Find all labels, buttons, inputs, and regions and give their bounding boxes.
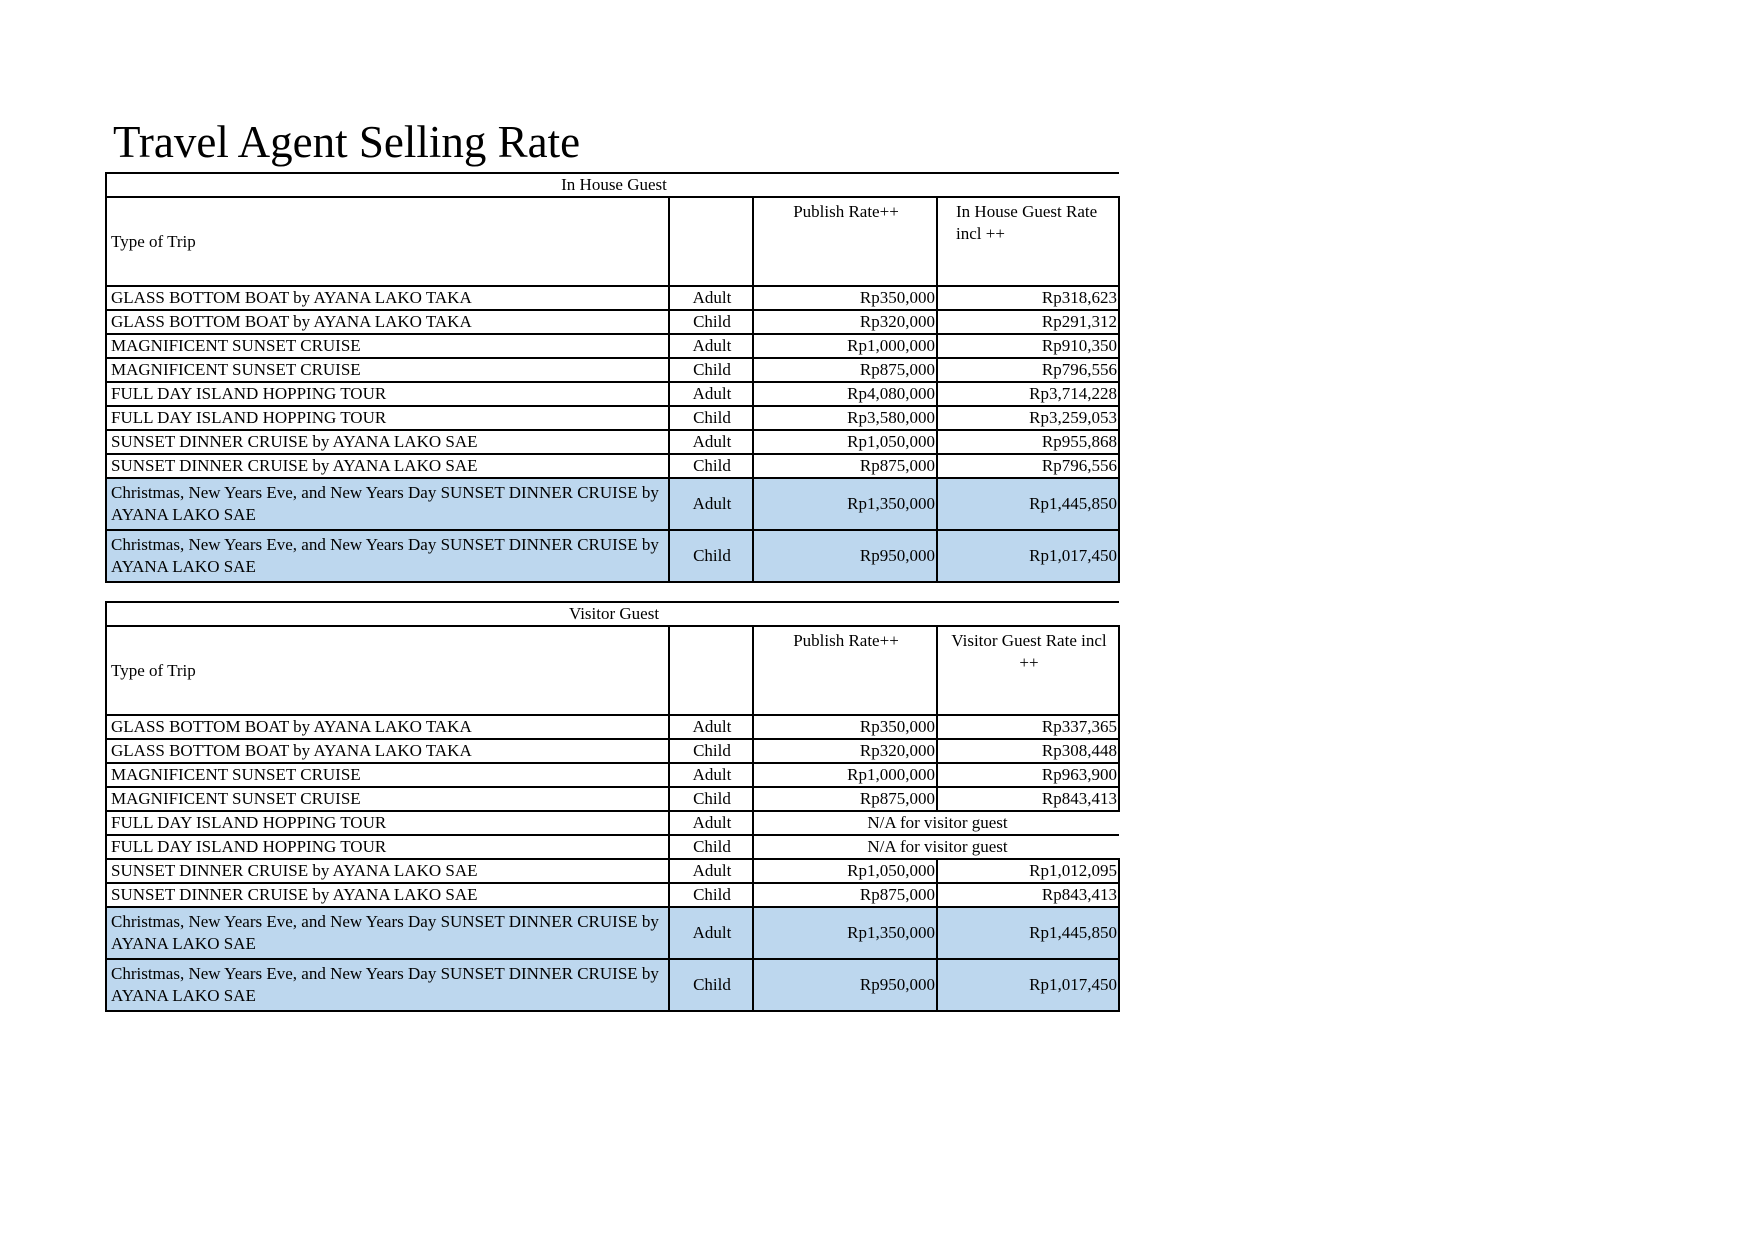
trip-name-cell: SUNSET DINNER CRUISE by AYANA LAKO SAE [106,454,669,478]
guest-rate-cell: Rp291,312 [937,310,1119,334]
guest-category-cell: Adult [669,478,753,530]
category-header [669,626,753,715]
table-row [106,739,1119,763]
publish-rate-cell: Rp3,580,000 [753,406,937,430]
trip-name-cell: MAGNIFICENT SUNSET CRUISE [106,358,669,382]
guest-category-cell: Child [669,787,753,811]
section-heading: In House Guest [106,173,1119,197]
guest-category-cell: Adult [669,763,753,787]
trip-name-cell: SUNSET DINNER CRUISE by AYANA LAKO SAE [106,430,669,454]
table-row [106,382,1119,406]
guest-rate-cell: Rp843,413 [937,787,1119,811]
table-row [106,530,1119,582]
table-row [106,478,1119,530]
trip-name-cell: Christmas, New Years Eve, and New Years Day SUNSET DINNER CRUISE by AYANA LAKO SAE [106,907,669,959]
publish-rate-cell: Rp1,050,000 [753,430,937,454]
guest-category-cell: Child [669,406,753,430]
guest-rate-cell: Rp308,448 [937,739,1119,763]
guest-rate-cell: Rp910,350 [937,334,1119,358]
guest-category-cell: Child [669,959,753,1011]
trip-name-cell: Christmas, New Years Eve, and New Years Day SUNSET DINNER CRUISE by AYANA LAKO SAE [106,530,669,582]
guest-category-cell: Adult [669,334,753,358]
guest-category-cell: Adult [669,811,753,835]
table-row [106,959,1119,1011]
trip-name-cell: GLASS BOTTOM BOAT by AYANA LAKO TAKA [106,310,669,334]
table-row [106,859,1119,883]
guest-category-cell: Child [669,835,753,859]
publish-rate-cell: Rp1,350,000 [753,907,937,959]
guest-category-cell: Child [669,883,753,907]
guest-category-cell: Adult [669,859,753,883]
table-row [106,310,1119,334]
table-row [106,358,1119,382]
trip-name-cell: FULL DAY ISLAND HOPPING TOUR [106,835,669,859]
publish-rate-cell: Rp350,000 [753,286,937,310]
trip-name-cell: SUNSET DINNER CRUISE by AYANA LAKO SAE [106,883,669,907]
publish-rate-cell: Rp875,000 [753,883,937,907]
guest-rate-cell: Rp955,868 [937,430,1119,454]
trip-name-cell: SUNSET DINNER CRUISE by AYANA LAKO SAE [106,859,669,883]
table-row [106,787,1119,811]
not-available-cell: N/A for visitor guest [753,835,1119,859]
trip-name-cell: GLASS BOTTOM BOAT by AYANA LAKO TAKA [106,739,669,763]
publish-rate-cell: Rp1,350,000 [753,478,937,530]
publish-rate-cell: Rp1,000,000 [753,334,937,358]
not-available-cell: N/A for visitor guest [753,811,1119,835]
trip-name-cell: FULL DAY ISLAND HOPPING TOUR [106,406,669,430]
guest-rate-cell: Rp796,556 [937,358,1119,382]
publish-rate-cell: Rp875,000 [753,454,937,478]
table-row [106,334,1119,358]
guest-rate-cell: Rp1,445,850 [937,907,1119,959]
guest-category-cell: Adult [669,382,753,406]
table-row [106,430,1119,454]
publish-rate-cell: Rp320,000 [753,310,937,334]
table-row [106,883,1119,907]
trip-name-cell: GLASS BOTTOM BOAT by AYANA LAKO TAKA [106,286,669,310]
table-row [106,454,1119,478]
guest-rate-cell: Rp318,623 [937,286,1119,310]
guest-category-cell: Child [669,454,753,478]
trip-name-cell: FULL DAY ISLAND HOPPING TOUR [106,382,669,406]
guest-rate-cell: Rp1,017,450 [937,530,1119,582]
table-row [106,907,1119,959]
table-row [106,763,1119,787]
trip-name-cell: MAGNIFICENT SUNSET CRUISE [106,763,669,787]
guest-category-cell: Child [669,310,753,334]
type-of-trip-header: Type of Trip [106,626,669,715]
guest-rate-cell: Rp1,012,095 [937,859,1119,883]
visitor-guest-rate-header: Visitor Guest Rate incl ++ [937,626,1119,715]
table-row [106,406,1119,430]
guest-category-cell: Adult [669,715,753,739]
guest-category-cell: Child [669,358,753,382]
table-row [106,811,1119,835]
trip-name-cell: GLASS BOTTOM BOAT by AYANA LAKO TAKA [106,715,669,739]
guest-rate-cell: Rp843,413 [937,883,1119,907]
page-title: Travel Agent Selling Rate [113,117,581,167]
publish-rate-cell: Rp875,000 [753,358,937,382]
publish-rate-cell: Rp1,050,000 [753,859,937,883]
publish-rate-cell: Rp950,000 [753,530,937,582]
publish-rate-header: Publish Rate++ [753,626,937,715]
publish-rate-cell: Rp320,000 [753,739,937,763]
guest-category-cell: Child [669,739,753,763]
table-row [106,715,1119,739]
guest-rate-cell: Rp3,259,053 [937,406,1119,430]
guest-rate-cell: Rp963,900 [937,763,1119,787]
guest-category-cell: Adult [669,430,753,454]
in-house-guest-table [105,172,1120,583]
guest-rate-cell: Rp796,556 [937,454,1119,478]
guest-rate-cell: Rp337,365 [937,715,1119,739]
type-of-trip-header: Type of Trip [106,197,669,286]
publish-rate-cell: Rp1,000,000 [753,763,937,787]
guest-rate-cell: Rp1,017,450 [937,959,1119,1011]
publish-rate-cell: Rp950,000 [753,959,937,1011]
trip-name-cell: Christmas, New Years Eve, and New Years Day SUNSET DINNER CRUISE by AYANA LAKO SAE [106,959,669,1011]
visitor-guest-table [105,601,1120,1012]
table-row [106,835,1119,859]
guest-category-cell: Adult [669,286,753,310]
category-header [669,197,753,286]
publish-rate-cell: Rp875,000 [753,787,937,811]
guest-rate-cell: Rp3,714,228 [937,382,1119,406]
trip-name-cell: Christmas, New Years Eve, and New Years Day SUNSET DINNER CRUISE by AYANA LAKO SAE [106,478,669,530]
guest-rate-cell: Rp1,445,850 [937,478,1119,530]
trip-name-cell: MAGNIFICENT SUNSET CRUISE [106,334,669,358]
table-row [106,286,1119,310]
section-heading: Visitor Guest [106,602,1119,626]
trip-name-cell: FULL DAY ISLAND HOPPING TOUR [106,811,669,835]
guest-category-cell: Child [669,530,753,582]
guest-category-cell: Adult [669,907,753,959]
publish-rate-cell: Rp4,080,000 [753,382,937,406]
trip-name-cell: MAGNIFICENT SUNSET CRUISE [106,787,669,811]
publish-rate-header: Publish Rate++ [753,197,937,286]
in-house-guest-rate-header: In House Guest Rate incl ++ [937,197,1119,286]
publish-rate-cell: Rp350,000 [753,715,937,739]
